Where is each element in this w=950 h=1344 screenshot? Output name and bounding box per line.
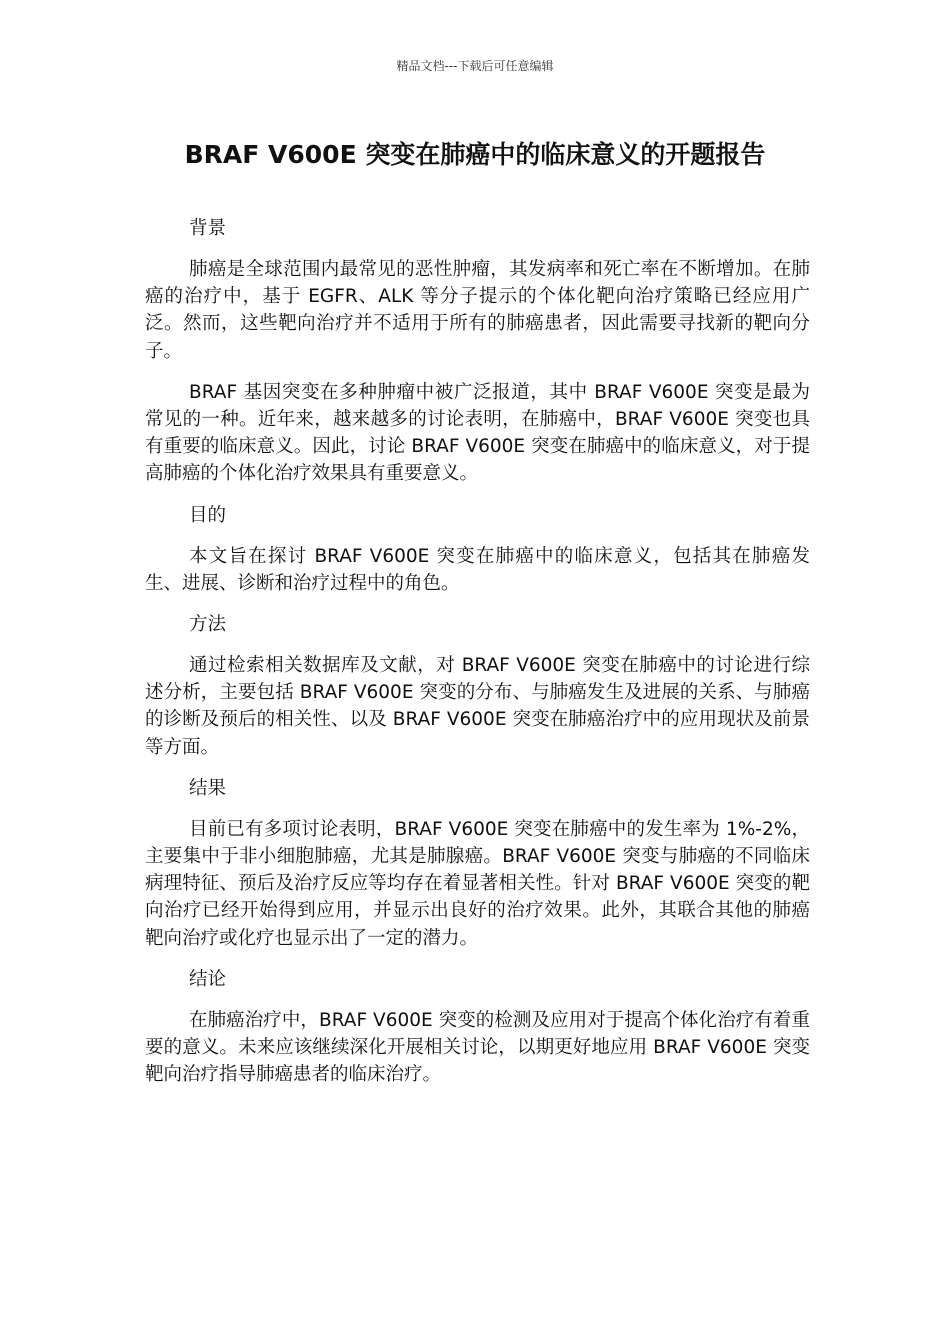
- paragraph: 肺癌是全球范围内最常见的恶性肿瘤，其发病率和死亡率在不断增加。在肺癌的治疗中，基于 EGFR、ALK 等分子提示的个体化靶向治疗策略已经应用广泛。然而，这些靶向治疗并不适用于所有的肺癌患者，因此需要寻找新的靶向分子。: [145, 259, 810, 362]
- header-note: 精品文档---下载后可任意编辑: [396, 59, 554, 73]
- section-heading: 结果: [189, 777, 227, 799]
- paragraph: 通过检索相关数据库及文献，对 BRAF V600E 突变在肺癌中的讨论进行综述分析，主要包括 BRAF V600E 突变的分布、与肺癌发生及进展的关系、与肺癌的诊断及预后的相关性、以及 BRAF V600E 突变在肺癌治疗中的应用现状及前景等方面。: [145, 655, 810, 758]
- page-title: BRAF V600E 突变在肺癌中的临床意义的开题报告: [184, 140, 766, 169]
- section-purpose: [145, 502, 810, 597]
- document-body: [145, 215, 810, 1102]
- section-heading: 背景: [189, 218, 227, 239]
- section-conclusion: [145, 966, 810, 1089]
- paragraph: 本文旨在探讨 BRAF V600E 突变在肺癌中的临床意义，包括其在肺癌发生、进展、诊断和治疗过程中的角色。: [145, 545, 810, 594]
- section-background: [145, 215, 810, 488]
- section-heading: 结论: [189, 968, 227, 990]
- paragraph: BRAF 基因突变在多种肿瘤中被广泛报道，其中 BRAF V600E 突变是最为常见的一种。近年来，越来越多的讨论表明，在肺癌中，BRAF V600E 突变也具有重要的临床意义。因此，讨论 BRAF V600E 突变在肺癌中的临床意义，对于提高肺癌的个体化治疗效果具有重要意义。: [145, 381, 810, 485]
- section-method: [145, 611, 810, 761]
- paragraph: 目前已有多项讨论表明，BRAF V600E 突变在肺癌中的发生率为 1%-2%，主要集中于非小细胞肺癌，尤其是肺腺癌。BRAF V600E 突变与肺癌的不同临床病理特征、预后及治疗反应等均存在着显著相关性。针对 BRAF V600E 突变的靶向治疗已经开始得到应用，并显示出良好的治疗效果。此外，其联合其他的肺癌靶向治疗或化疗也显示出了一定的潜力。: [145, 818, 810, 949]
- section-heading: 目的: [189, 504, 227, 526]
- section-heading: 方法: [189, 614, 227, 636]
- section-results: [145, 775, 810, 952]
- paragraph: 在肺癌治疗中，BRAF V600E 突变的检测及应用对于提高个体化治疗有着重要的意义。未来应该继续深化开展相关讨论，以期更好地应用 BRAF V600E 突变靶向治疗指导肺癌患者的临床治疗。: [145, 1009, 810, 1086]
